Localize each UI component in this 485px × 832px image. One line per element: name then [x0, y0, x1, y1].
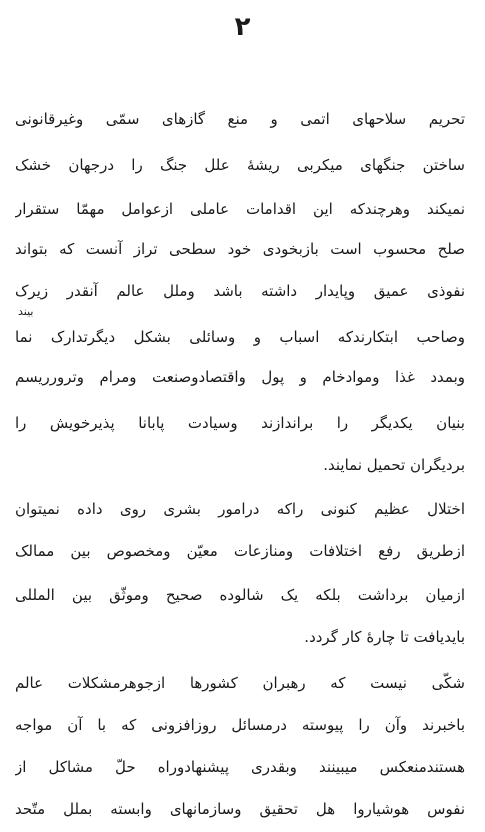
text-line-15: باخبرند وآن را پیوسته درمسائل روزافزونی که با آن مواجه — [15, 716, 465, 734]
text-line-6: وصاحب ابتکارندکه اسباب و وسائلی بشکل دیگرتدارک نما — [15, 328, 465, 346]
text-line-4: صلح محسوب است بازبخودی خود سطحی تراز آنست که بتواند — [15, 240, 465, 258]
text-line-5-tail: بیند — [18, 305, 34, 318]
text-line-9: بردیگران تحمیل نمایند. — [323, 456, 465, 474]
text-line-11: ازطریق رفع اختلافات ومنازعات معیّن ومخصوص بین ممالک — [15, 542, 465, 560]
text-line-13: بایدیافت تا چارهٔ کار گردد. — [304, 628, 465, 646]
text-line-12: ازمیان برداشت بلکه یک شالوده صحیح وموثّق بین المللی — [15, 586, 465, 604]
text-line-17: نفوس هوشیاروا هل تحقیق وسازمانهای وابسته بملل متّحد — [15, 800, 465, 818]
text-line-14: شکّی نیست که رهبران کشورها ازجوهرمشکلات عالم — [15, 674, 465, 692]
text-line-8: بنیان یکدیگر را براندازند وسیادت پابانا پذیرخویش را — [15, 414, 465, 432]
text-line-7: وبمدد غذا وموادخام و پول واقتصادوصنعت ومرام وترورریسم — [15, 368, 465, 386]
text-line-5: نفوذی عمیق وپایدار داشته باشد وملل عالم آنقدر زیرک — [15, 282, 465, 300]
text-line-2: ساختن جنگهای میکربی ریشهٔ علل جنگ را درجهان خشک — [15, 156, 465, 174]
page-number: ۲ — [234, 12, 251, 42]
text-line-1: تحریم سلاحهای اتمی و منع گازهای سمّی وغیرقانونی — [15, 110, 465, 128]
text-line-16: هستندمنعکس میبینند وبقدری پیشنهادوراه حلّ مشاکل از — [15, 758, 465, 776]
text-line-10: اختلال عظیم کنونی راکه درامور بشری روی داده نمیتوان — [15, 500, 465, 518]
text-line-3: نمیکند وهرچندکه این اقدامات عاملی ازعوامل مهمّا ستقرار — [15, 200, 465, 218]
